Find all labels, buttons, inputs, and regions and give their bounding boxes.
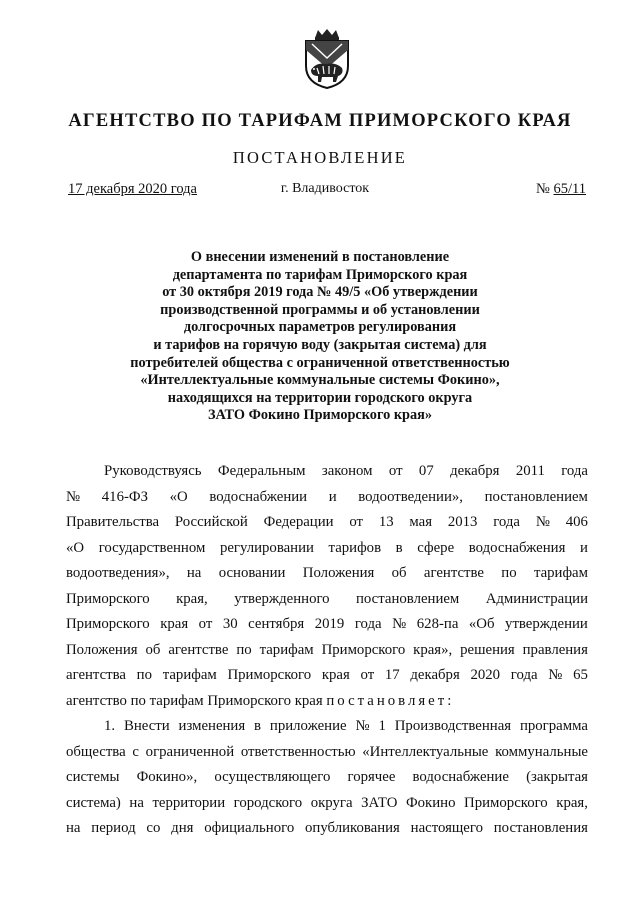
body-word: коммунальные — [495, 743, 588, 760]
body-word: округа — [310, 794, 353, 811]
body-word: Федерации — [263, 514, 334, 530]
body-word: тарифам — [259, 641, 314, 658]
body-word: 416-ФЗ — [101, 488, 148, 505]
body-word: территории — [152, 794, 226, 811]
body-word: настоящего — [410, 820, 483, 836]
body-word: года — [510, 667, 538, 683]
title-line: ЗАТО Фокино Приморского края» — [207, 407, 433, 424]
body-word: года — [493, 514, 521, 530]
body-word: водоотведении», — [358, 488, 463, 505]
body-word: на — [66, 820, 81, 836]
body-word: ограниченной — [145, 743, 235, 760]
body-word: Фокино», — [136, 769, 198, 785]
body-word: и — [328, 488, 337, 505]
body-word: осуществляющего — [214, 769, 331, 785]
body-word: 13 — [378, 514, 394, 530]
body-word: основании — [218, 565, 286, 581]
body-word: Положения — [302, 565, 375, 581]
body-word: Приморского — [227, 667, 312, 683]
body-word: системы — [66, 769, 120, 785]
body-word: мая — [409, 514, 433, 530]
body-line — [66, 587, 588, 613]
body-word: в — [395, 539, 403, 556]
body-word: на — [129, 794, 144, 811]
body-line-text: агентство по тарифам Приморского края — [66, 692, 323, 709]
body-word: «Об — [468, 616, 495, 632]
body-line — [66, 816, 588, 842]
body-word: программа — [519, 718, 588, 734]
document-city: г. Владивосток — [280, 181, 370, 196]
body-word: водоснабжения — [468, 539, 566, 556]
body-word: края — [160, 616, 189, 632]
title-line: «Интеллектуальные коммунальные системы Фокино», — [140, 372, 500, 389]
body-word: Приморского — [66, 616, 150, 632]
body-word: опубликования — [305, 820, 400, 836]
title-line: потребителей общества с ограниченной ответственностью — [130, 354, 510, 371]
body-word: городского — [233, 794, 303, 811]
title-line: от 30 октября 2019 года № 49/5 «Об утверждении — [162, 284, 478, 301]
body-word: «Интеллектуальные — [362, 743, 489, 760]
resolves-word: постановляет: — [326, 692, 455, 709]
body-word: агентства — [66, 667, 126, 683]
title-line: О внесении изменений в постановление — [190, 249, 450, 265]
body-word: государственном — [98, 539, 206, 556]
body-word: по — [236, 641, 252, 658]
body-word: Российской — [174, 514, 248, 530]
body-word: водоотведения», — [66, 565, 170, 581]
body-word: изменения — [178, 718, 246, 734]
body-word: общества — [66, 743, 126, 760]
body-word: декабря — [410, 667, 460, 683]
body-word: 65 — [573, 667, 588, 683]
body-word: ЗАТО — [361, 794, 398, 811]
body-word: ответственностью — [240, 743, 356, 760]
body-word: 1 — [378, 718, 386, 734]
body-word: края, — [176, 590, 208, 607]
body-word: утвержденного — [234, 590, 330, 607]
body-word: агентстве — [168, 641, 229, 658]
body-line — [66, 663, 588, 689]
body-word: № — [66, 488, 81, 505]
body-word: со — [146, 820, 161, 836]
body-word: № — [392, 616, 407, 632]
body-word: года — [354, 616, 382, 632]
title-line: находящихся на территории городского округа — [167, 389, 473, 406]
number-sign: № — [536, 181, 550, 197]
body-word: тарифам — [533, 565, 588, 581]
body-line — [66, 612, 588, 638]
body-word: № — [535, 514, 550, 530]
title-line: департамента по тарифам Приморского края — [172, 266, 468, 283]
body-word: года — [561, 463, 588, 479]
body-line — [66, 510, 588, 536]
body-word: Правительства — [66, 514, 160, 530]
body-line — [66, 765, 588, 791]
body-word: система) — [66, 794, 121, 811]
body-word: по — [501, 565, 517, 581]
body-word: тарифам — [162, 667, 217, 683]
body-word: Фокино — [405, 794, 456, 811]
body-word: и — [579, 539, 588, 556]
body-word: 17 — [384, 667, 400, 683]
body-word: официального — [204, 820, 295, 836]
body-word: в — [254, 718, 262, 734]
title-line: долгосрочных параметров регулирования — [183, 319, 457, 336]
body-word: (закрытая — [526, 769, 588, 785]
body-line — [66, 561, 588, 587]
body-word: об — [391, 565, 407, 581]
body-word: 07 — [418, 463, 434, 479]
body-word: постановлением — [484, 488, 588, 505]
body-word: по — [136, 667, 152, 683]
number-value: 65/11 — [553, 181, 586, 197]
body-word: Руководствуясь — [104, 463, 202, 479]
body-word: приложение — [269, 718, 347, 734]
body-word: 628-па — [416, 616, 459, 632]
body-word: законом — [321, 463, 373, 479]
body-word: регулировании — [219, 539, 314, 556]
body-word: 2019 — [314, 616, 345, 632]
body-word: 30 — [222, 616, 238, 632]
body-word: агентстве — [423, 565, 484, 581]
coat-of-arms-icon — [300, 28, 354, 90]
body-word: решения — [460, 641, 515, 658]
document-title — [70, 249, 570, 425]
body-line — [66, 536, 588, 562]
document-number — [536, 181, 586, 198]
title-line: производственной программы и об установлении — [160, 301, 480, 318]
body-word: утверждении — [505, 616, 588, 632]
body-word: декабря — [450, 463, 500, 479]
body-word: правления — [522, 641, 588, 658]
body-word: Приморского — [66, 590, 150, 607]
body-word: 2011 — [515, 463, 545, 479]
body-word: дня — [171, 820, 194, 836]
body-word: «О — [169, 488, 188, 505]
body-word: горячее — [347, 769, 396, 785]
body-word: Приморского — [464, 794, 548, 811]
body-word: водоснабжение — [412, 769, 509, 785]
agency-name: АГЕНТСТВО ПО ТАРИФАМ ПРИМОРСКОГО КРАЯ — [68, 111, 572, 131]
body-word: 2013 — [447, 514, 478, 530]
body-word: тарифов — [328, 539, 382, 556]
body-line — [66, 638, 588, 664]
body-word: с — [132, 743, 139, 760]
body-line — [66, 714, 588, 740]
document-type: ПОСТАНОВЛЕНИЕ — [232, 148, 408, 167]
body-word: Администрации — [485, 590, 588, 607]
body-word: Приморского — [321, 641, 406, 658]
body-line — [66, 791, 588, 817]
body-word: постановления — [493, 820, 588, 836]
body-word: 406 — [565, 514, 588, 530]
body-word: на — [186, 565, 202, 581]
body-word: края, — [556, 794, 588, 811]
body-word: об — [145, 641, 161, 658]
body-word: постановлением — [356, 590, 460, 607]
body-word: сентября — [248, 616, 305, 632]
body-word: Внести — [123, 718, 170, 734]
body-word: период — [91, 820, 136, 836]
body-word: «О — [66, 539, 85, 556]
body-line — [66, 459, 588, 485]
body-word: от — [349, 514, 364, 530]
body-word: Производственная — [394, 718, 512, 734]
body-word: Положения — [66, 641, 138, 658]
body-word: сфере — [417, 539, 455, 556]
body-word: от — [360, 667, 375, 683]
body-word: № — [548, 667, 563, 683]
body-line — [66, 485, 588, 511]
title-line: и тарифов на горячую воду (закрытая система) для — [153, 336, 487, 353]
body-word: Федеральным — [217, 463, 306, 479]
body-word: водоснабжении — [209, 488, 308, 505]
body-word: от — [388, 463, 403, 479]
body-word: края — [321, 667, 350, 683]
body-word: 2020 — [470, 667, 501, 683]
body-line-resolves — [66, 689, 588, 715]
body-word: от — [198, 616, 213, 632]
document-date: 17 декабря 2020 года — [68, 181, 197, 197]
body-word: 1. — [104, 718, 116, 734]
body-line — [66, 740, 588, 766]
document-body — [66, 459, 588, 842]
body-word: края», — [413, 641, 453, 658]
body-word: № — [355, 718, 370, 734]
